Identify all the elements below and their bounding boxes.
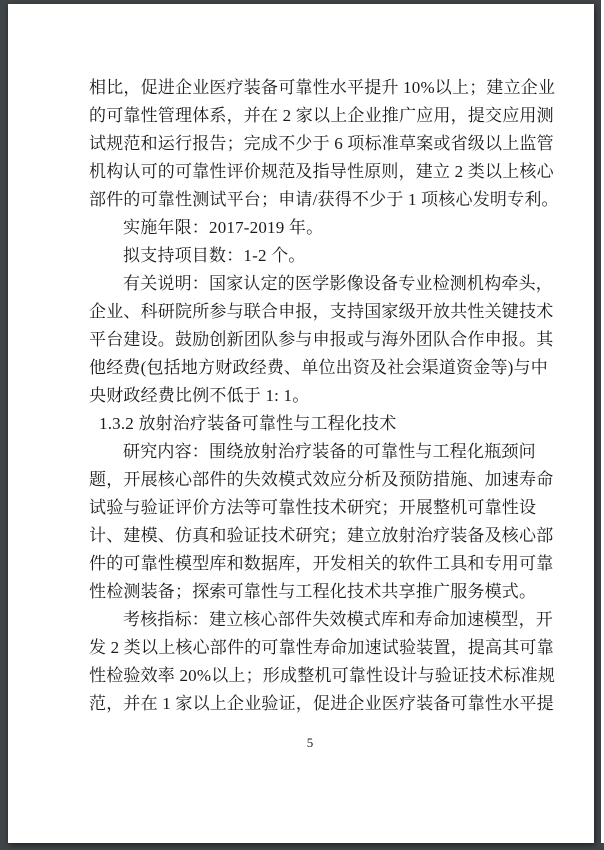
text-line: 实施年限：2017-2019 年。: [123, 218, 324, 237]
text-line: 件的可靠性模型库和数据库，开发相关的软件工具和专用可靠: [89, 554, 554, 573]
document-page: [8, 4, 594, 843]
text-line: 企业、科研院所参与联合申报，支持国家级开放共性关键技术: [89, 302, 554, 321]
text-line: 题，开展核心部件的失效模式效应分析及预防措施、加速寿命: [89, 470, 554, 489]
page-number: 5: [306, 735, 314, 750]
page-text-block: [89, 74, 559, 718]
text-line: 范，并在 1 家以上企业验证，促进企业医疗装备可靠性水平提: [89, 694, 554, 713]
text-line: 有关说明：国家认定的医学影像设备专业检测机构牵头，: [123, 274, 553, 293]
text-line: 部件的可靠性测试平台；申请/获得不少于 1 项核心发明专利。: [89, 190, 559, 209]
text-line: 相比，促进企业医疗装备可靠性水平提升 10%以上；建立企业: [89, 78, 556, 97]
text-line: 的可靠性管理体系，并在 2 家以上企业推广应用，提交应用测: [89, 106, 554, 125]
text-line: 发 2 类以上核心部件的可靠性寿命加速试验装置，提高其可靠: [89, 638, 554, 657]
text-line: 试验与验证评价方法等可靠性技术研究；开展整机可靠性设: [89, 498, 537, 517]
text-line: 试规范和运行报告；完成不少于 6 项标准草案或省级以上监管: [89, 134, 554, 153]
text-line: 研究内容：围绕放射治疗装备的可靠性与工程化瓶颈问: [123, 442, 536, 461]
text-line: 计、建模、仿真和验证技术研究；建立放射治疗装备及核心部: [89, 526, 554, 545]
text-line: 央财政经费比例不低于 1: 1。: [89, 386, 310, 405]
text-line: 他经费(包括地方财政经费、单位出资及社会渠道资金等)与中: [89, 358, 548, 377]
text-line: 平台建设。鼓励创新团队参与申报或与海外团队合作申报。其: [89, 330, 554, 349]
text-line: 拟支持项目数：1-2 个。: [123, 246, 306, 265]
text-line: 性检测装备；探索可靠性与工程化技术共享推广服务模式。: [89, 582, 537, 601]
text-line: 考核指标：建立核心部件失效模式库和寿命加速模型，开: [123, 610, 553, 629]
text-line: 机构认可的可靠性评价规范及指导性原则，建立 2 类以上核心: [89, 162, 554, 181]
text-line: 性检验效率 20%以上；形成整机可靠性设计与验证技术标准规: [89, 666, 556, 685]
section-heading: 1.3.2 放射治疗装备可靠性与工程化技术: [99, 414, 397, 433]
